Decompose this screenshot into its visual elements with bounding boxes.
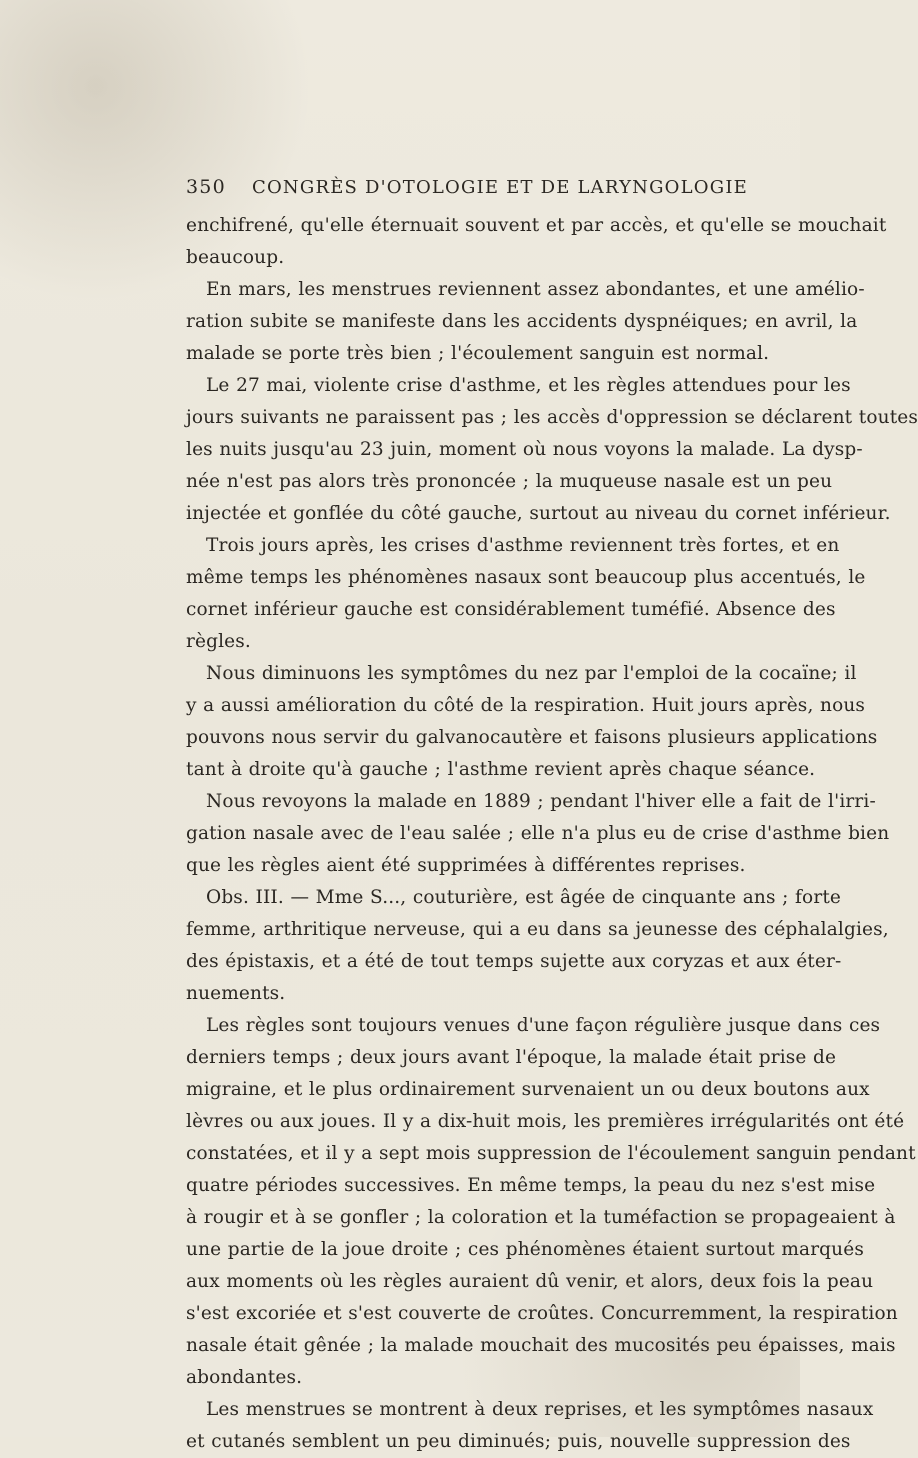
text-line-25: nuements. <box>186 983 286 1004</box>
text-line-21: que les règles aient été supprimées à différentes reprises. <box>186 855 746 876</box>
text-line-37: abondantes. <box>186 1367 303 1388</box>
page-header <box>186 176 748 204</box>
text-line-18: tant à droite qu'à gauche ; l'asthme revient après chaque séance. <box>186 759 816 780</box>
text-line-17: pouvons nous servir du galvanocautère et faisons plusieurs applications <box>186 727 878 748</box>
text-line-15: Nous diminuons les symptômes du nez par l'emploi de la cocaïne; il <box>206 663 857 684</box>
text-line-9: née n'est pas alors très prononcée ; la muqueuse nasale est un peu <box>186 471 833 492</box>
body-text <box>186 210 918 1452</box>
text-line-29: lèvres ou aux joues. Il y a dix-huit mois, les premières irrégularités ont été <box>186 1111 905 1132</box>
text-line-16: y a aussi amélioration du côté de la respiration. Huit jours après, nous <box>186 695 866 716</box>
text-line-38: Les menstrues se montrent à deux reprises, et les symptômes nasaux <box>206 1399 874 1420</box>
text-line-36: nasale était gênée ; la malade mouchait des mucosités peu épaisses, mais <box>186 1335 896 1356</box>
text-line-27: derniers temps ; deux jours avant l'époque, la malade était prise de <box>186 1047 837 1068</box>
text-line-3: En mars, les menstrues reviennent assez abondantes, et une amélio- <box>206 279 865 300</box>
page-number: 350 <box>186 176 226 198</box>
text-line-20: gation nasale avec de l'eau salée ; elle n'a plus eu de crise d'asthme bien <box>186 823 890 844</box>
text-line-28: migraine, et le plus ordinairement survenaient un ou deux boutons aux <box>186 1079 870 1100</box>
text-line-5: malade se porte très bien ; l'écoulement sanguin est normal. <box>186 343 770 364</box>
text-line-32: à rougir et à se gonfler ; la coloration et la tuméfaction se propageaient à <box>186 1207 896 1228</box>
text-line-10: injectée et gonflée du côté gauche, surtout au niveau du cornet inférieur. <box>186 503 891 524</box>
text-line-2: beaucoup. <box>186 247 285 268</box>
text-line-33: une partie de la joue droite ; ces phénomènes étaient surtout marqués <box>186 1239 864 1260</box>
text-line-1: enchifrené, qu'elle éternuait souvent et par accès, et qu'elle se mouchait <box>186 215 887 236</box>
text-line-8: les nuits jusqu'au 23 juin, moment où nous voyons la malade. La dysp- <box>186 439 863 460</box>
text-line-4: ration subite se manifeste dans les accidents dyspnéiques; en avril, la <box>186 311 858 332</box>
text-line-13: cornet inférieur gauche est considérablement tuméfié. Absence des <box>186 599 836 620</box>
text-line-14: règles. <box>186 631 251 652</box>
text-line-26: Les règles sont toujours venues d'une façon régulière jusque dans ces <box>206 1015 881 1036</box>
text-line-24: des épistaxis, et a été de tout temps sujette aux coryzas et aux éter- <box>186 951 842 972</box>
text-line-7: jours suivants ne paraissent pas ; les accès d'oppression se déclarent toutes <box>186 407 918 428</box>
text-line-23: femme, arthritique nerveuse, qui a eu dans sa jeunesse des céphalalgies, <box>186 919 889 940</box>
text-line-31: quatre périodes successives. En même temps, la peau du nez s'est mise <box>186 1175 876 1196</box>
text-line-11: Trois jours après, les crises d'asthme reviennent très fortes, et en <box>206 535 840 556</box>
text-line-35: s'est excoriée et s'est couverte de croûtes. Concurremment, la respiration <box>186 1303 898 1324</box>
text-line-19: Nous revoyons la malade en 1889 ; pendant l'hiver elle a fait de l'irri- <box>206 791 876 812</box>
text-line-22: Obs. III. — Mme S..., couturière, est âgée de cinquante ans ; forte <box>206 887 842 908</box>
running-head: CONGRÈS D'OTOLOGIE ET DE LARYNGOLOGIE <box>252 177 748 198</box>
text-line-12: même temps les phénomènes nasaux sont beaucoup plus accentués, le <box>186 567 866 588</box>
text-line-39: et cutanés semblent un peu diminués; puis, nouvelle suppression des <box>186 1431 851 1452</box>
text-line-34: aux moments où les règles auraient dû venir, et alors, deux fois la peau <box>186 1271 874 1292</box>
text-line-6: Le 27 mai, violente crise d'asthme, et les règles attendues pour les <box>206 375 851 396</box>
text-line-30: constatées, et il y a sept mois suppression de l'écoulement sanguin pendant <box>186 1143 916 1164</box>
